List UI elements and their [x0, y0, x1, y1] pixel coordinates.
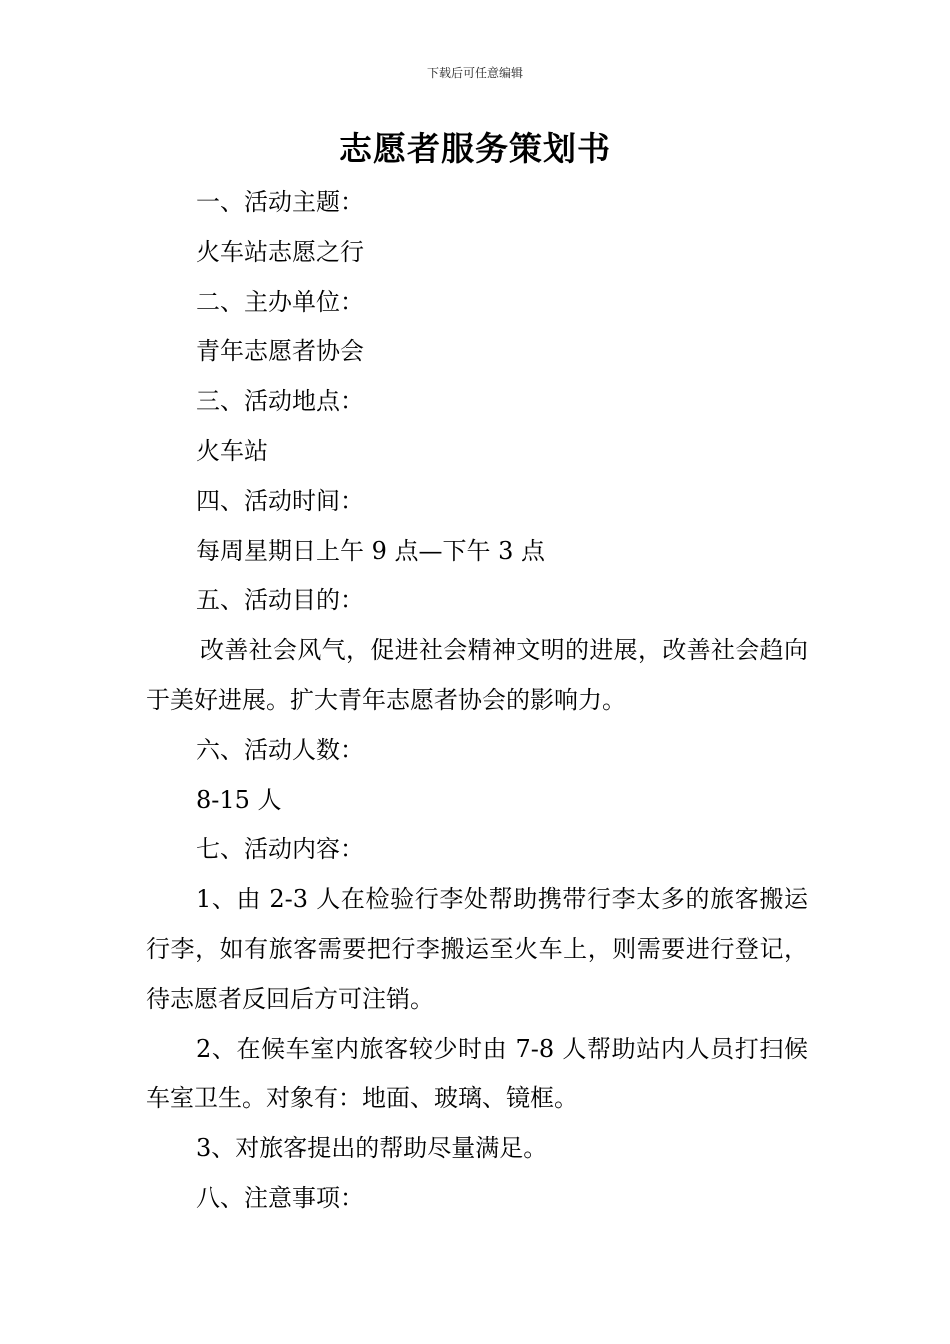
section-heading-organizer: 二、主办单位：	[196, 287, 364, 316]
content-item-1: 1、由 2-3 人在检验行李处帮助携带行李太多的旅客搬运行李，如有旅客需要把行李搬运至火车上，则需要进行登记，待志愿者反回后方可注销。	[146, 885, 808, 1013]
section-heading-location: 三、活动地点：	[196, 387, 364, 416]
section-content-theme: 火车站志愿之行	[196, 237, 364, 266]
content-item-2: 2、在候车室内旅客较少时由 7-8 人帮助站内人员打扫候车室卫生。对象有：地面、玻璃、镜框。	[146, 1034, 808, 1113]
document-title: 志愿者服务策划书	[339, 129, 611, 168]
content-item-3: 3、对旅客提出的帮助尽量满足。	[196, 1134, 548, 1163]
section-heading-purpose: 五、活动目的：	[196, 586, 364, 615]
header-note: 下载后可任意编辑	[426, 66, 523, 80]
section-content-time: 每周星期日上午 9 点—下午 3 点	[196, 536, 546, 565]
section-heading-notes: 八、注意事项：	[196, 1183, 364, 1212]
section-content-organizer: 青年志愿者协会	[196, 337, 364, 366]
section-content-headcount: 8-15 人	[196, 785, 282, 814]
section-heading-headcount: 六、活动人数：	[196, 735, 364, 764]
section-heading-theme: 一、活动主题：	[196, 188, 364, 216]
section-heading-content: 七、活动内容：	[196, 835, 364, 864]
document-body	[146, 178, 808, 1224]
section-content-location: 火车站	[196, 436, 268, 465]
section-content-purpose: 改善社会风气，促进社会精神文明的进展，改善社会趋向于美好进展。扩大青年志愿者协会的影响力。	[146, 636, 808, 714]
section-heading-time: 四、活动时间：	[196, 486, 364, 515]
